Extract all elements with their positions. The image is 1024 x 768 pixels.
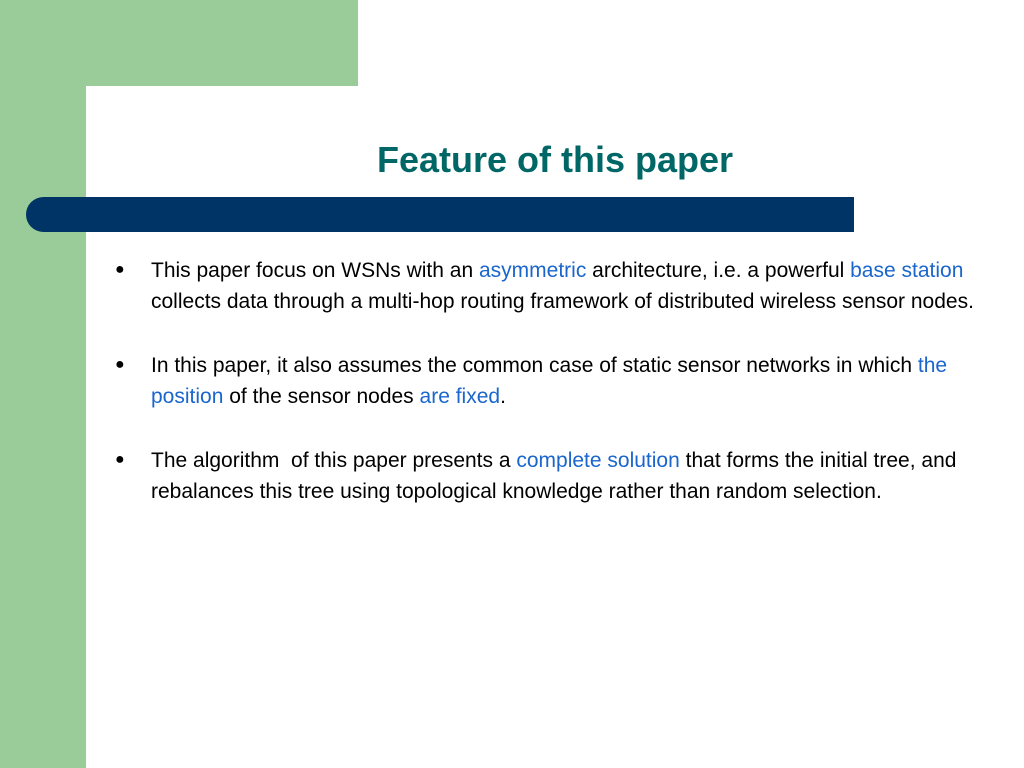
bullet-text: This paper focus on WSNs with an xyxy=(151,259,479,282)
bullet-text: of the sensor nodes xyxy=(223,385,420,408)
bullet-item-1 xyxy=(110,255,990,317)
bullet-text: architecture, i.e. a powerful xyxy=(586,259,851,282)
highlight-are-fixed: are fixed xyxy=(419,385,501,408)
bullet-item-2 xyxy=(110,350,990,412)
bullet-text: that forms the initial tree, and rebalances this tree using topological knowledge rather than random selection. xyxy=(151,449,957,503)
slide-title: Feature of this paper xyxy=(376,139,734,180)
highlight-complete-solution: complete solution xyxy=(516,449,680,472)
bullet-text: In this paper, it also assumes the common case of static sensor networks in which xyxy=(151,354,918,377)
bullet-text: The algorithm of this paper presents a xyxy=(151,449,517,472)
bullet-icon: ● xyxy=(115,451,125,468)
bullet-text: collects data through a multi-hop routing framework of distributed wireless sensor nodes. xyxy=(151,290,974,313)
bullet-icon: ● xyxy=(115,261,125,278)
highlight-base-station: base station xyxy=(850,259,964,282)
bullet-text: . xyxy=(500,385,506,408)
green-accent-left xyxy=(0,0,86,768)
highlight-asymmetric: asymmetric xyxy=(478,259,587,282)
bullet-item-3 xyxy=(110,445,990,507)
highlight-the-position: the position xyxy=(151,354,948,408)
title-underline-bar xyxy=(26,197,854,232)
bullet-list xyxy=(110,255,990,540)
bullet-icon: ● xyxy=(115,356,125,373)
